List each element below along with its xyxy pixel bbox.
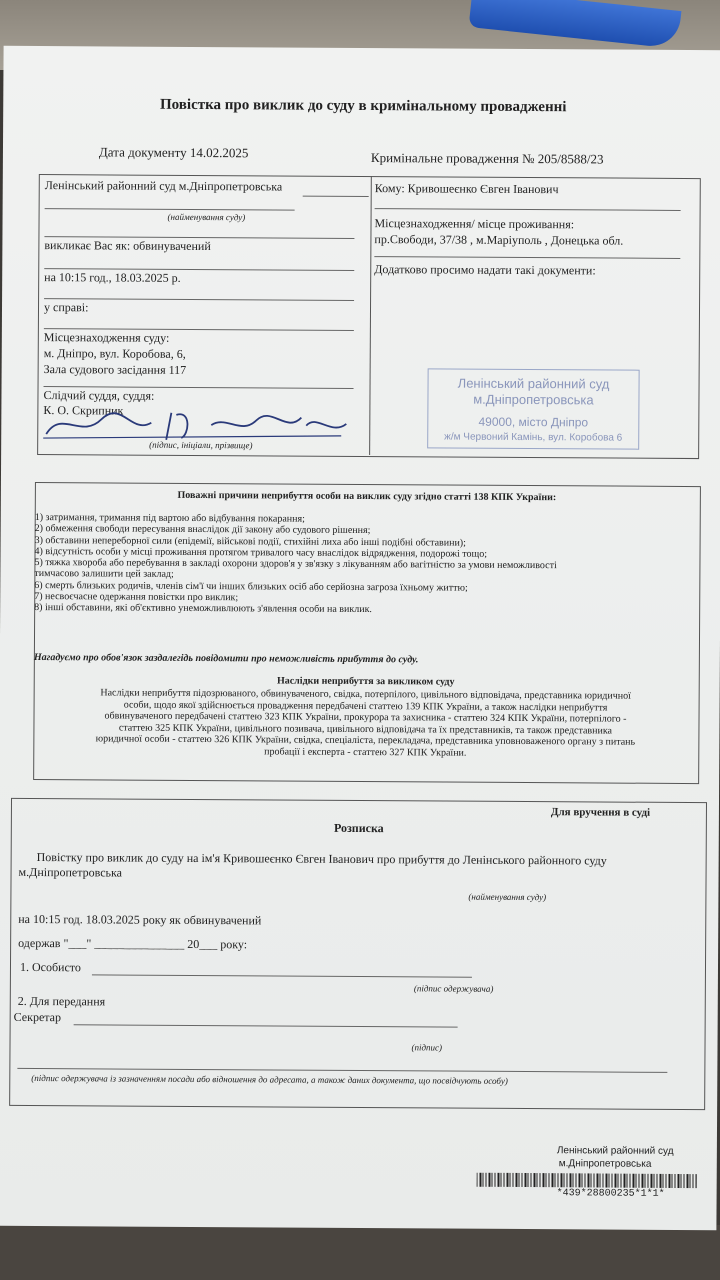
consequences-heading: Наслідки неприбуття за викликом суду (276, 675, 455, 688)
secretary-signature-caption: (підпис) (411, 1042, 443, 1053)
court-stamp: Ленінський районний суд м.Дніпропетровська 49000, місто Дніпро ж/м Червоний Камінь, вул. Коробова 6 (427, 368, 639, 449)
residence-label: Місцезнаходження/ місце проживання: (374, 216, 575, 232)
list-item: 1) затримання, тримання під вартою або відбування покарання; (34, 512, 305, 525)
summons-as: викликає Вас як: обвинувачений (44, 238, 211, 254)
receipt-line2: м.Дніпропетровська (18, 864, 123, 880)
case-number: Кримінальне провадження № 205/8588/23 (370, 150, 604, 167)
bottom-court-line1: Ленінський районний суд (556, 1145, 674, 1157)
barcode-text: *439*28800235*1*1* (556, 1188, 665, 1200)
list-item: 5) тяжка хвороба або перебування в закладі охорони здоров'я у зв'язку з лікуванням або вагітністю за умови неможливості (34, 557, 557, 572)
background-desk-bottom (0, 1225, 720, 1280)
summons-datetime: на 10:15 год., 18.03.2025 р. (44, 270, 181, 285)
list-item: 6) смерть близьких родичів, членів сім'ї чи інших близьких осіб або серйозна загроза їхньому життю; (34, 579, 468, 594)
additional-documents: Додатково просимо надати такі документи: (374, 262, 596, 278)
receipt-for-transfer: 2. Для передання (17, 993, 106, 1009)
receipt-secretary: Секретар (13, 1009, 62, 1025)
judge-label: Слідчий суддя, суддя: (43, 388, 155, 403)
receipt-court-caption: (найменування суду) (468, 891, 547, 903)
document-title: Повістка про виклик до суду в кримінальному провадженні (159, 96, 567, 116)
list-item: 2) обмеження свободи пересування внаслідок дії закону або судового рішення; (34, 523, 371, 537)
reasons-heading: Поважні причини неприбуття особи на виклик суду згідно статті 138 КПК України: (177, 489, 557, 504)
list-item: 8) інші обставини, які об'єктивно унеможливлюють з'явлення особи на виклик. (34, 602, 372, 616)
document-date: Дата документу 14.02.2025 (98, 144, 249, 161)
residence-address: пр.Свободи, 37/38 , м.Маріуполь , Донецька обл. (374, 232, 624, 248)
receipt-personally: 1. Особисто (19, 959, 81, 975)
reasons-list (34, 512, 695, 618)
receipt-footer-caption: (підпис одержувача із зазначенням посади або відношення до адресата, а також даних документа, що посвідчують особу) (31, 1073, 508, 1086)
court-caption: (найменування суду) (167, 211, 246, 223)
for-court-label: Для вручення в суді (550, 806, 651, 819)
consequences-text: Наслідки неприбуття підозрюваного, обвинуваченого, свідка, потерпілого, цивільного відповідача, представника юридичної особи, щодо якої здійснюється провадження передбачені статтею 139 КПК України, а також наслідки неприбуття обвинуваченого передбачені статтею 323 КПК України, прокурора та захисника - статтею 324 КПК України, потерпілого - статтею 325 КПК України, цивільного позивача, цивільного відповідача та їх представників, та також представника юридичної особи - статтею 326 КПК України, свідка, спеціаліста, перекладача, представника уповноваженого органу з питань пробації і експерта - статтею 327 КПК України. (95, 687, 636, 759)
recipient: Кому: Кривошеєнко Євген Іванович (374, 181, 559, 197)
list-item: 3) обставини непереборної сили (епідемії, військові події, стихійні лиха або інші подібні обставини); (34, 534, 466, 549)
barcode (477, 1173, 697, 1188)
receipt-section (9, 798, 707, 1110)
court-name: Ленінський районний суд м.Дніпропетровська (44, 178, 283, 194)
recipient-signature-caption: (підпис одержувача) (413, 983, 494, 994)
case-label: у справі: (43, 300, 89, 315)
list-item: тимчасово залишити цей заклад; (34, 568, 174, 581)
court-location-line1: м. Дніпро, вул. Коробова, 6, (43, 346, 186, 361)
list-item: 7) несвоєчасне одержання повістки про виклик; (34, 591, 239, 604)
bottom-court-line2: м.Дніпропетровська (558, 1158, 652, 1170)
signature-caption: (підпис, ініціали, прізвище) (149, 439, 253, 451)
court-location-line2: Зала судового засідання 117 (43, 362, 187, 377)
receipt-line1: Повістку про виклик до суду на ім'я Кривошеєнко Євген Іванович про прибуття до Ленінського районного суду (36, 850, 607, 868)
receipt-datetime: на 10:15 год. 18.03.2025 року як обвинувачений (18, 911, 262, 928)
receipt-title: Розписка (333, 820, 384, 836)
list-item: 4) відсутність особи у місці проживання протягом тривалого часу внаслідок відрядження, подорожі тощо; (34, 545, 488, 560)
reminder: Нагадуємо про обов'язок заздалегідь повідомити про неможливість прибуття до суду. (33, 652, 419, 666)
judge-name: К. О. Скрипник (43, 403, 124, 418)
summons-document (0, 46, 720, 1230)
court-location-label: Місцезнаходження суду: (43, 330, 170, 345)
receipt-received: одержав "___" _______________ 20___ року: (18, 935, 248, 952)
